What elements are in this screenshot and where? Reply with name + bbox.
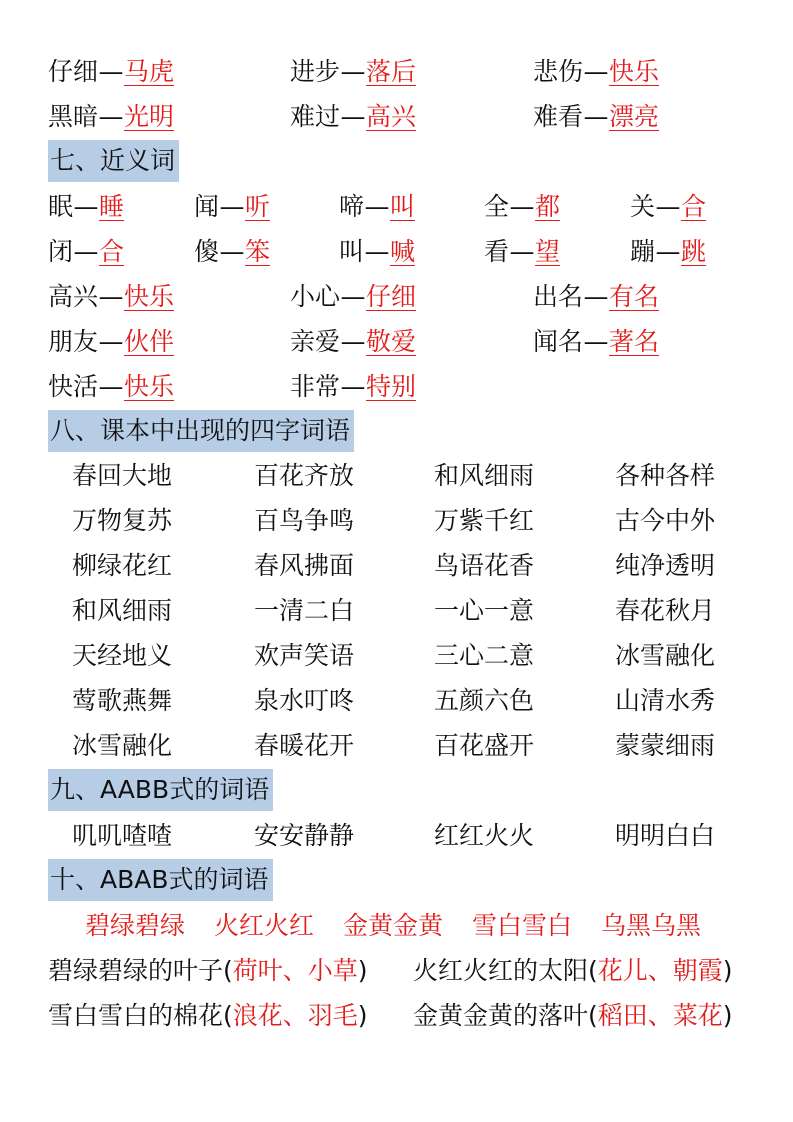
idiom: 冰雪融化 xyxy=(615,641,716,670)
idiom: 柳绿花红 xyxy=(72,551,173,580)
answer: 漂亮 xyxy=(609,102,660,131)
word-pair xyxy=(484,187,560,227)
answer: 光明 xyxy=(124,102,175,131)
word-pair xyxy=(290,97,416,137)
phrase-answer: 浪花、羽毛 xyxy=(232,1001,358,1030)
word: 快活 xyxy=(48,372,99,401)
word: 看 xyxy=(484,237,510,266)
dash: — xyxy=(98,282,124,311)
word-pair xyxy=(533,52,659,92)
word-pair xyxy=(194,232,270,272)
answer: 伙伴 xyxy=(124,327,175,356)
word: 黑暗 xyxy=(48,102,99,131)
dash: — xyxy=(364,237,390,266)
answer: 合 xyxy=(99,237,125,266)
answer: 叫 xyxy=(390,192,416,221)
dash: — xyxy=(340,102,366,131)
dash: — xyxy=(509,192,535,221)
dash: — xyxy=(340,327,366,356)
idiom: 春花秋月 xyxy=(615,596,716,625)
close-paren: ) xyxy=(722,1001,733,1030)
idiom: 春回大地 xyxy=(72,461,173,490)
aabb-word: 叽叽喳喳 xyxy=(72,821,173,850)
phrase-text: 火红火红的太阳( xyxy=(413,956,598,985)
abab-word: 乌黑乌黑 xyxy=(601,911,702,940)
idiom: 春暖花开 xyxy=(254,731,355,760)
close-paren: ) xyxy=(722,956,733,985)
word: 仔细 xyxy=(48,57,99,86)
abab-phrase xyxy=(48,996,368,1036)
dash: — xyxy=(655,237,681,266)
dash: — xyxy=(340,57,366,86)
word: 啼 xyxy=(339,192,365,221)
answer: 仔细 xyxy=(366,282,417,311)
idiom: 纯净透明 xyxy=(615,551,716,580)
word: 悲伤 xyxy=(533,57,584,86)
section-7-heading: 七、近义词 xyxy=(48,140,179,182)
answer: 合 xyxy=(681,192,707,221)
answer: 特别 xyxy=(366,372,417,401)
idiom: 山清水秀 xyxy=(615,686,716,715)
phrase-answer: 花儿、朝霞 xyxy=(597,956,723,985)
section-8-heading: 八、课本中出现的四字词语 xyxy=(48,410,354,452)
word: 叫 xyxy=(339,237,365,266)
word: 亲爱 xyxy=(290,327,341,356)
idiom: 各种各样 xyxy=(615,461,716,490)
word: 闻名 xyxy=(533,327,584,356)
dash: — xyxy=(340,282,366,311)
idiom: 和风细雨 xyxy=(434,461,535,490)
idiom: 鸟语花香 xyxy=(434,551,535,580)
idiom: 和风细雨 xyxy=(72,596,173,625)
phrase-answer: 稻田、菜花 xyxy=(597,1001,723,1030)
word: 朋友 xyxy=(48,327,99,356)
idiom: 百鸟争鸣 xyxy=(254,506,355,535)
abab-phrase xyxy=(413,996,733,1036)
word-pair xyxy=(290,367,416,407)
dash: — xyxy=(340,372,366,401)
idiom: 莺歌燕舞 xyxy=(72,686,173,715)
idiom: 蒙蒙细雨 xyxy=(615,731,716,760)
word: 全 xyxy=(484,192,510,221)
answer: 喊 xyxy=(390,237,416,266)
answer: 敬爱 xyxy=(366,327,417,356)
word: 非常 xyxy=(290,372,341,401)
word-pair xyxy=(290,52,416,92)
idiom: 泉水叮咚 xyxy=(254,686,355,715)
idiom: 欢声笑语 xyxy=(254,641,355,670)
answer: 快乐 xyxy=(609,57,660,86)
idiom: 万紫千红 xyxy=(434,506,535,535)
dash: — xyxy=(98,372,124,401)
dash: — xyxy=(583,282,609,311)
word: 傻 xyxy=(194,237,220,266)
dash: — xyxy=(219,192,245,221)
aabb-word: 明明白白 xyxy=(615,821,716,850)
phrase-text: 金黄金黄的落叶( xyxy=(413,1001,598,1030)
word: 眠 xyxy=(48,192,74,221)
answer: 都 xyxy=(535,192,561,221)
answer: 落后 xyxy=(366,57,417,86)
answer: 望 xyxy=(535,237,561,266)
idiom: 百花盛开 xyxy=(434,731,535,760)
word-pair xyxy=(533,277,659,317)
answer: 睡 xyxy=(99,192,125,221)
word-pair xyxy=(48,322,174,362)
dash: — xyxy=(98,57,124,86)
close-paren: ) xyxy=(357,956,368,985)
answer: 有名 xyxy=(609,282,660,311)
abab-phrase xyxy=(48,951,368,991)
word: 高兴 xyxy=(48,282,99,311)
abab-word: 碧绿碧绿 xyxy=(85,911,186,940)
idiom: 古今中外 xyxy=(615,506,716,535)
idiom: 冰雪融化 xyxy=(72,731,173,760)
word: 出名 xyxy=(533,282,584,311)
word-pair xyxy=(48,277,174,317)
dash: — xyxy=(364,192,390,221)
dash: — xyxy=(73,192,99,221)
abab-word: 火红火红 xyxy=(214,911,315,940)
word: 蹦 xyxy=(630,237,656,266)
word-pair xyxy=(290,322,416,362)
abab-phrase xyxy=(413,951,733,991)
aabb-word: 安安静静 xyxy=(254,821,355,850)
word: 闻 xyxy=(194,192,220,221)
close-paren: ) xyxy=(357,1001,368,1030)
abab-word: 雪白雪白 xyxy=(472,911,573,940)
word-pair xyxy=(630,232,706,272)
answer: 跳 xyxy=(681,237,707,266)
word: 关 xyxy=(630,192,656,221)
answer: 听 xyxy=(245,192,271,221)
word: 闭 xyxy=(48,237,74,266)
phrase-text: 雪白雪白的棉花( xyxy=(48,1001,233,1030)
word-pair xyxy=(484,232,560,272)
answer: 快乐 xyxy=(124,282,175,311)
word: 进步 xyxy=(290,57,341,86)
word-pair xyxy=(48,52,174,92)
word-pair xyxy=(290,277,416,317)
dash: — xyxy=(583,327,609,356)
idiom: 天经地义 xyxy=(72,641,173,670)
dash: — xyxy=(509,237,535,266)
answer: 马虎 xyxy=(124,57,175,86)
idiom: 百花齐放 xyxy=(254,461,355,490)
aabb-word: 红红火火 xyxy=(434,821,535,850)
dash: — xyxy=(98,102,124,131)
word-pair xyxy=(48,367,174,407)
dash: — xyxy=(583,57,609,86)
answer: 著名 xyxy=(609,327,660,356)
word-pair xyxy=(48,187,124,227)
dash: — xyxy=(98,327,124,356)
phrase-text: 碧绿碧绿的叶子( xyxy=(48,956,233,985)
word-pair xyxy=(339,232,415,272)
word-pair xyxy=(630,187,706,227)
word-pair xyxy=(339,187,415,227)
answer: 高兴 xyxy=(366,102,417,131)
word-pair xyxy=(533,322,659,362)
answer: 笨 xyxy=(245,237,271,266)
section-9-heading: 九、AABB式的词语 xyxy=(48,769,273,811)
word: 小心 xyxy=(290,282,341,311)
dash: — xyxy=(219,237,245,266)
word: 难过 xyxy=(290,102,341,131)
word: 难看 xyxy=(533,102,584,131)
idiom: 一心一意 xyxy=(434,596,535,625)
word-pair xyxy=(48,232,124,272)
dash: — xyxy=(73,237,99,266)
idiom: 三心二意 xyxy=(434,641,535,670)
idiom: 五颜六色 xyxy=(434,686,535,715)
word-pair xyxy=(533,97,659,137)
abab-word: 金黄金黄 xyxy=(343,911,444,940)
dash: — xyxy=(655,192,681,221)
section-10-heading: 十、ABAB式的词语 xyxy=(48,859,273,901)
idiom: 春风拂面 xyxy=(254,551,355,580)
phrase-answer: 荷叶、小草 xyxy=(232,956,358,985)
idiom: 一清二白 xyxy=(254,596,355,625)
answer: 快乐 xyxy=(124,372,175,401)
dash: — xyxy=(583,102,609,131)
word-pair xyxy=(194,187,270,227)
idiom: 万物复苏 xyxy=(72,506,173,535)
word-pair xyxy=(48,97,174,137)
